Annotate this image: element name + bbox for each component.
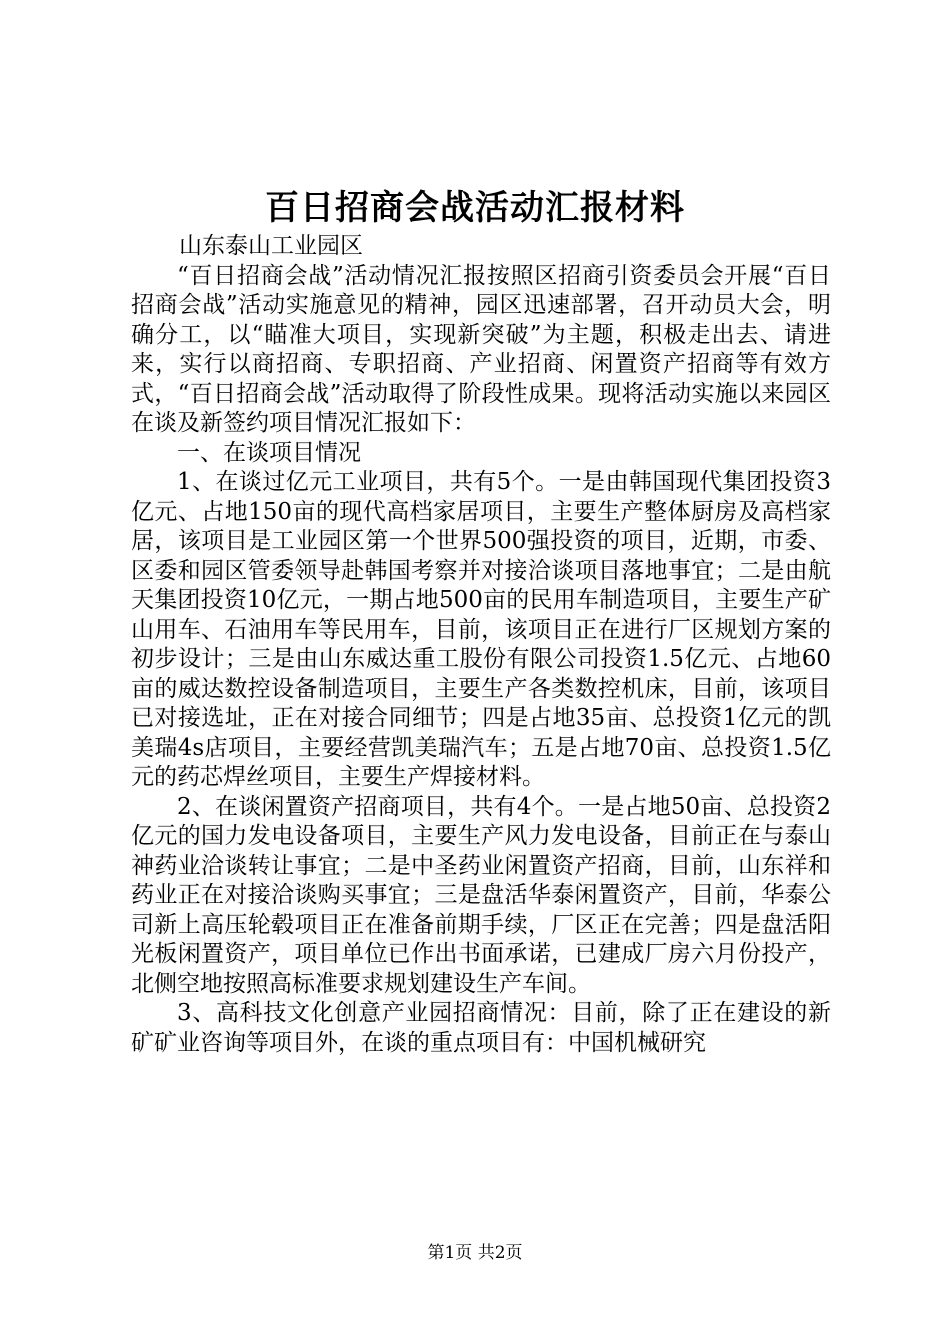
paragraph-item-1: 1、在谈过亿元工业项目，共有5个。一是由韩国现代集团投资3亿元、占地150亩的现代高档家居项目，主要生产整体厨房及高档家居，该项目是工业园区第一个世界500强投资的项目，近期，市委、区委和园区管委领导赴韩国考察并对接洽谈项目落地事宜；二是由航天集团投资10亿元，一期占地500亩的民用车制造项目，主要生产矿山用车、石油用车等民用车，目前，该项目正在进行厂区规划方案的初步设计；三是由山东威达重工股份有限公司投资1.5亿元、占地60亩的威达数控设备制造项目，主要生产各类数控机床，目前，该项目已对接选址，正在对接合同细节；四是占地35亩、总投资1亿元的凯美瑞4s店项目，主要经营凯美瑞汽车；五是占地70亩、总投资1.5亿元的药芯焊丝项目，主要生产焊接材料。: [131, 469, 831, 790]
section-heading: 一、在谈项目情况: [177, 439, 361, 466]
paragraph-item-2: 2、在谈闲置资产招商项目，共有4个。一是占地50亩、总投资2亿元的国力发电设备项目，主要生产风力发电设备，目前正在与泰山神药业洽谈转让事宜；二是中圣药业闲置资产招商，目前，山东祥和药业正在对接洽谈购买事宜；三是盘活华泰闲置资产，目前，华泰公司新上高压轮毂项目正在准备前期手续，厂区正在完善；四是盘活阳光板闲置资产，项目单位已作出书面承诺，已建成厂房六月份投产，北侧空地按照高标准要求规划建设生产车间。: [131, 793, 831, 997]
intro-paragraph: “百日招商会战”活动情况汇报按照区招商引资委员会开展“百日招商会战”活动实施意见的精神，园区迅速部署，召开动员大会，明确分工，以“瞄准大项目，实现新突破”为主题，积极走出去、请进来，实行以商招商、专职招商、产业招商、闲置资产招商等有效方式，“百日招商会战”活动取得了阶段性成果。现将活动实施以来园区在谈及新签约项目情况汇报如下：: [131, 262, 831, 436]
document-title: 百日招商会战活动汇报材料: [265, 188, 685, 228]
page-indicator: 第1页 共2页: [427, 1243, 523, 1263]
paragraph-item-3: 3、高科技文化创意产业园招商情况：目前，除了正在建设的新矿矿业咨询等项目外，在谈的重点项目有：中国机械研究: [131, 1000, 831, 1056]
organization-name: 山东泰山工业园区: [179, 233, 363, 259]
document-body: [131, 232, 831, 1058]
